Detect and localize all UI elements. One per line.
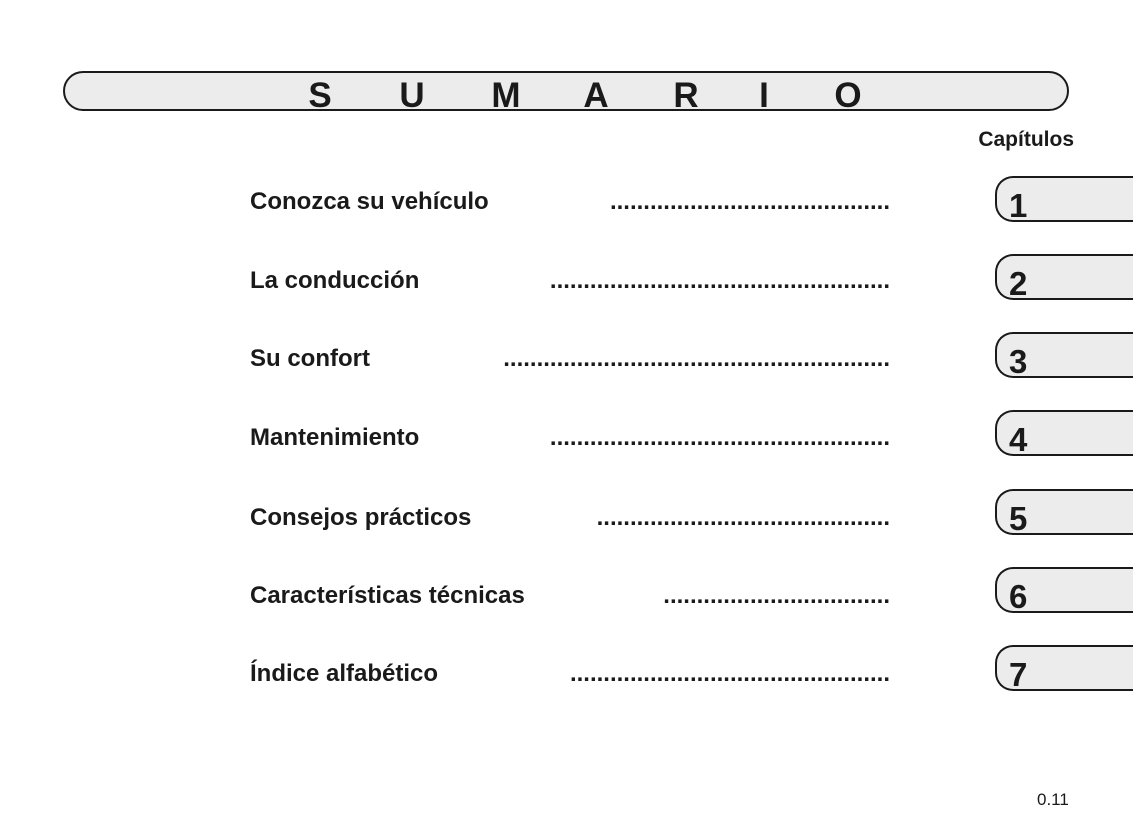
toc-entry-label: Su confort (250, 345, 370, 372)
toc-entry-label: Mantenimiento (250, 424, 420, 451)
toc-leader-dots: .................................. (663, 582, 890, 609)
toc-entry-su-confort[interactable] (250, 343, 890, 375)
toc-entry-mantenimiento[interactable] (250, 422, 890, 454)
chapter-tab-4[interactable] (995, 410, 1133, 456)
chapter-number: 7 (1009, 656, 1028, 693)
chapter-number: 5 (1009, 500, 1028, 537)
toc-leader-dots: ................................................... (549, 424, 890, 451)
toc-entry-label: Características técnicas (250, 582, 525, 609)
toc-entry-consejos-practicos[interactable] (250, 502, 890, 534)
chapter-number: 1 (1009, 187, 1028, 224)
title-letter: A (583, 76, 609, 115)
page-number: 0.11 (1037, 790, 1069, 809)
toc-leader-dots: .......................................................... (503, 345, 890, 372)
chapter-tab-2[interactable] (995, 254, 1133, 300)
chapter-tab-3[interactable] (995, 332, 1133, 378)
toc-entry-la-conduccion[interactable] (250, 265, 890, 297)
toc-leader-dots: ............................................ (596, 504, 890, 531)
chapter-tab-1[interactable] (995, 176, 1133, 222)
toc-entry-label: La conducción (250, 267, 420, 294)
toc-leader-dots: .......................................... (609, 188, 890, 215)
title-banner (63, 71, 1069, 111)
toc-entry-label: Consejos prácticos (250, 504, 472, 531)
chapter-number: 6 (1009, 578, 1028, 615)
chapter-tab-7[interactable] (995, 645, 1133, 691)
title-letter: I (759, 76, 769, 115)
toc-entry-label: Índice alfabético (250, 660, 439, 687)
chapter-tab-6[interactable] (995, 567, 1133, 613)
toc-entry-caracteristicas-tecnicas[interactable] (250, 580, 890, 612)
chapters-heading: Capítulos (978, 128, 1074, 151)
chapter-number: 3 (1009, 343, 1028, 380)
chapter-number: 2 (1009, 265, 1028, 302)
toc-entry-conozca-su-vehiculo[interactable] (250, 186, 890, 218)
chapter-tab-5[interactable] (995, 489, 1133, 535)
title-letter: R (673, 76, 699, 115)
toc-leader-dots: ................................................... (549, 267, 890, 294)
title-letter: O (834, 76, 862, 115)
toc-leader-dots: ................................................ (569, 660, 890, 687)
title-letter: U (399, 76, 425, 115)
chapter-number: 4 (1009, 421, 1028, 458)
toc-entry-indice-alfabetico[interactable] (250, 658, 890, 690)
title-letter: S (308, 76, 332, 115)
toc-entry-label: Conozca su vehículo (250, 188, 489, 215)
title-letter: M (491, 76, 521, 115)
